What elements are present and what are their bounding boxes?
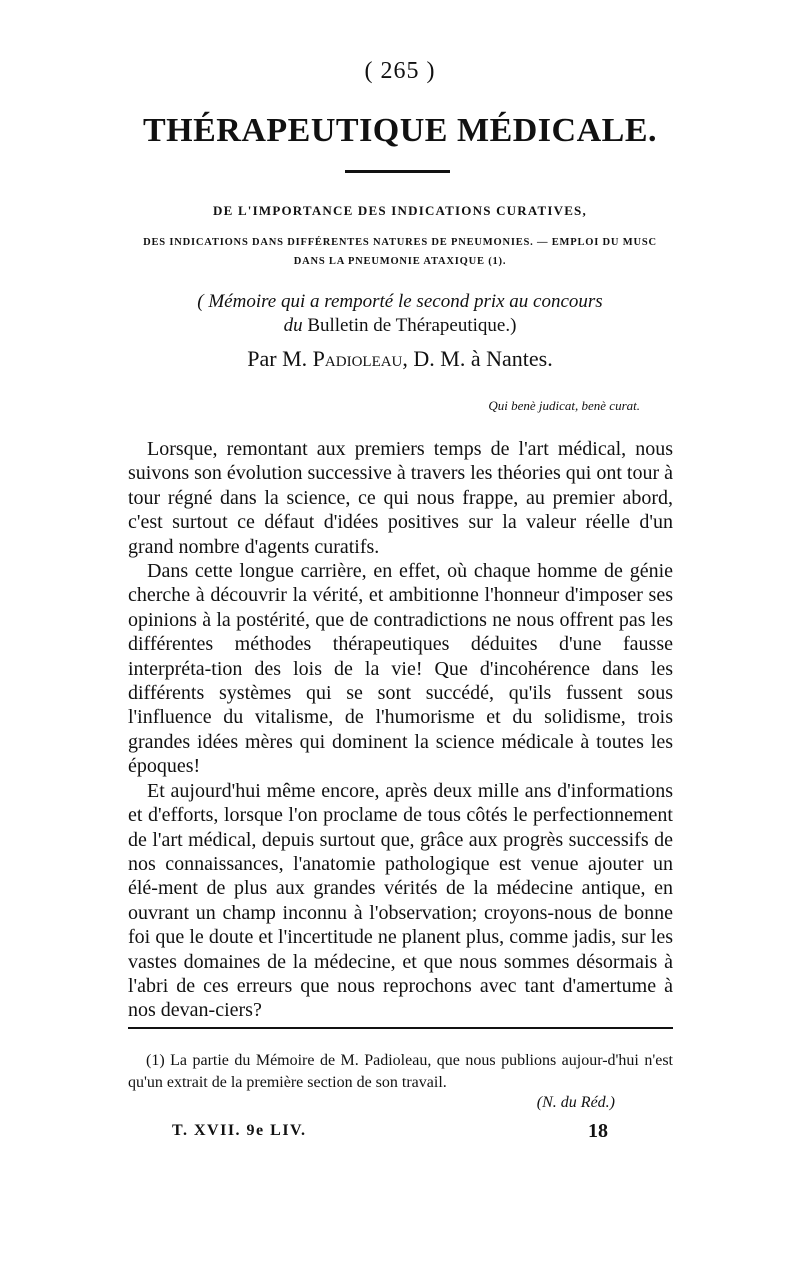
page-number: ( 265 ) [364,58,436,84]
section-title: THÉRAPEUTIQUE MÉDICALE. [142,112,657,149]
memoire-line-2-roman: Bulletin de Thérapeutique.) [302,315,517,336]
title-divider [345,170,450,173]
epigraph: Qui benè judicat, benè curat. [488,398,640,413]
footnote-text: (1) La partie du Mémoire de M. Padioleau, que nous publions aujour-d'hui n'est qu'un extrait de la première section de son travail. [128,1052,673,1091]
memoire-note [120,290,680,338]
author-line [0,346,800,372]
volume-signature: T. XVII. 9e LIV. [172,1122,307,1139]
memoire-line-1-italic: ( Mémoire qui a remporté le second prix au concours [197,291,603,312]
author-name: Padioleau [312,346,403,371]
article-subtitle [120,233,680,271]
paragraph-3: Et aujourd'hui même encore, après deux mille ans d'informations et d'efforts, lorsque l'on proclame de tous côtés le perfectionnement de l'art médical, depuis surtout que, grâce aux progrès successifs de nos connaissances, l'anatomie pathologique est venue ajouter un élé-ment de plus aux grandes vérités de la médecine antique, en ouvrant un champ inconnu à l'observation; croyons-nous de bonne foi que le doute et l'incertitude ne planent plus, comme jadis, sur les vastes domaines de la médecine, et que nous sommes désormais à l'abri de ces erreurs que nous reprochons avec tant d'amertume à nos devan-ciers? [128,779,673,1022]
sheet-number: 18 [588,1120,608,1142]
memoire-line-2 [120,314,680,338]
article-title: DE L'IMPORTANCE DES INDICATIONS CURATIVES, [213,203,587,218]
footnote [128,1050,673,1094]
author-prefix: Par M. [247,346,313,371]
memoire-line-1 [120,290,680,314]
author-suffix: , D. M. à Nantes. [402,346,553,371]
subtitle-line-2: DANS LA PNEUMONIE ATAXIQUE (1). [293,256,507,267]
paragraph-1: Lorsque, remontant aux premiers temps de l'art médical, nous suivons son évolution successive à travers les théories qui ont tour à tour régné dans la science, ce qui nous frappe, au premier abord, c'est surtout ce défaut d'idées positives sur la valeur réelle d'un grand nombre d'agents curatifs. [128,438,673,558]
footnote-signature: (N. du Réd.) [536,1094,615,1111]
memoire-line-2-italic: du [283,315,303,336]
subtitle-line-1: DES INDICATIONS DANS DIFFÉRENTES NATURES DE PNEUMONIES. — EMPLOI DU MUSC [143,237,657,248]
paragraph-2: Dans cette longue carrière, en effet, où chaque homme de génie cherche à découvrir la vérité, et ambitionne l'honneur d'imposer ses opinions à la postérité, que de contradictions ne nous offrent pas les différentes méthodes thérapeutiques déduites d'une fausse interpréta-tion des lois de la vie! Que d'incohérence dans les différents systèmes qui se sont succédé, qu'ils fussent sous l'influence du vitalisme, de l'humorisme et du solidisme, trois grandes idées mères qui dominent la science médicale à toutes les époques! [128,560,673,778]
body-text [128,437,673,1023]
footnote-divider [128,1027,673,1029]
